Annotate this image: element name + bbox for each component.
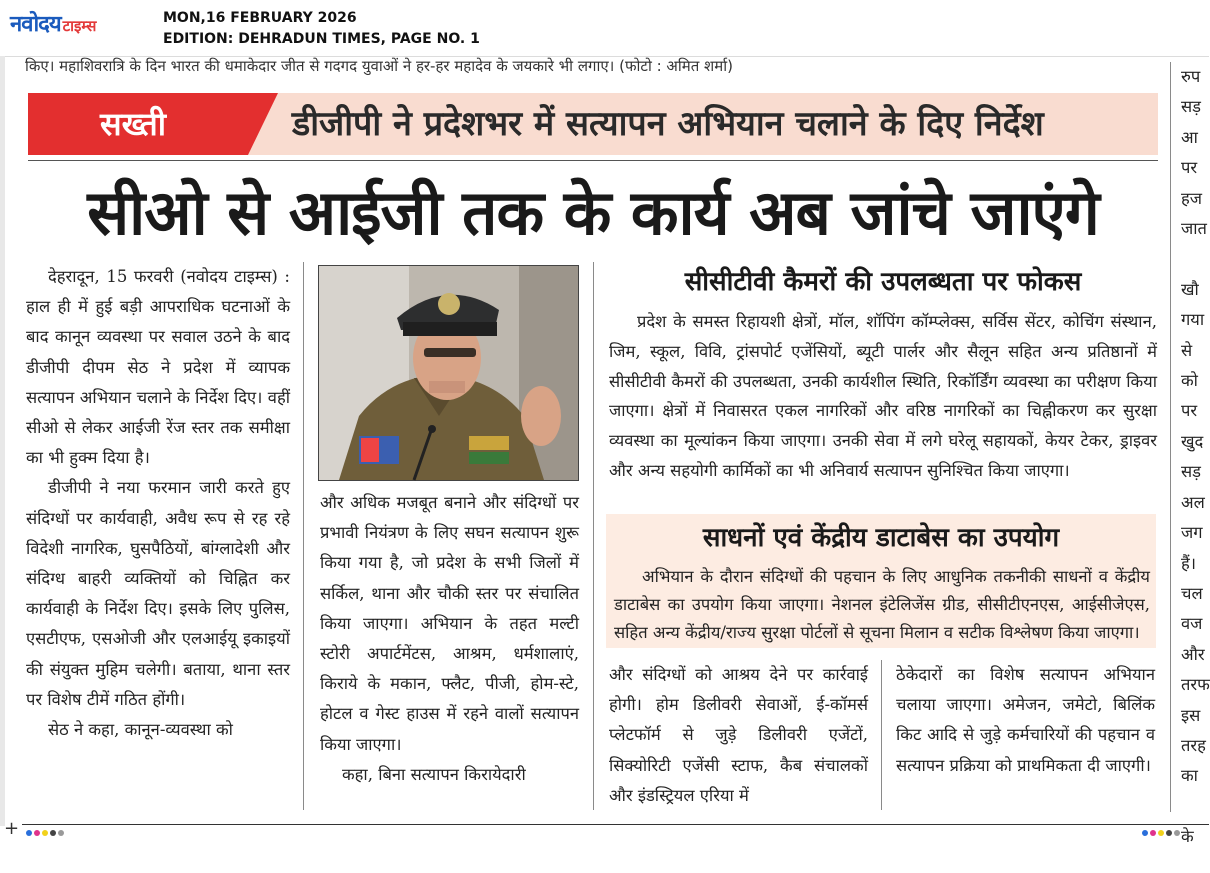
photo-caption-strip: किए। महाशिवरात्रि के दिन भारत की धमाकेदार जीत से गदगद युवाओं ने हर-हर महादेव के जयकारे भी लगाए। (फोटो : अमित शर्मा): [25, 57, 733, 75]
registration-dot: [34, 830, 40, 836]
text-fragment: से: [1181, 340, 1193, 360]
text-fragment: सड़: [1181, 97, 1201, 117]
article-column-4: [896, 660, 1155, 781]
text-fragment: आ: [1181, 127, 1198, 147]
registration-dots-right: [1142, 830, 1180, 836]
text-fragment: जग: [1181, 523, 1203, 543]
adjacent-article-fragment: [1181, 62, 1210, 847]
article-column-3: [609, 660, 868, 811]
text-fragment: खुद: [1181, 431, 1204, 451]
column-rule: [1170, 62, 1171, 812]
text-fragment: तरह: [1181, 735, 1206, 755]
paragraph: डीजीपी ने नया फरमान जारी करते हुए संदिग्धों पर कार्यवाही, अवैध रूप से रह रहे विदेशी नागरिक, घुसपैठियों, बांग्लादेशी और संदिग्ध बाहरी व्यक्तियों को चिह्नित कर कार्यवाही के निर्देश दिए। इसके लिए पुलिस, एसटीएफ, एसओजी और एलआईयू इकाइयों की संयुक्त मुहिम चलेगी। बताया, थाना स्तर पर विशेष टीमें गठित होंगी।: [26, 478, 290, 709]
edition-info: EDITION: DEHRADUN TIMES, PAGE NO. 1: [163, 31, 480, 47]
text-fragment: रुप: [1181, 67, 1201, 86]
text-fragment: [1181, 244, 1209, 274]
text-fragment: जात: [1181, 219, 1207, 239]
divider: [28, 160, 1158, 161]
registration-dot: [1174, 830, 1180, 836]
column-rule: [593, 262, 594, 810]
text-fragment: वज: [1181, 614, 1203, 634]
crop-mark: +: [4, 818, 20, 839]
text-fragment: को: [1181, 371, 1198, 391]
paragraph: और संदिग्धों को आश्रय देने पर कार्रवाई होगी। होम डिलीवरी सेवाओं, ई-कॉमर्स प्लेटफॉर्म से जुड़े डिलीवरी एजेंटों, सिक्योरिटी एजेंसी स्टाफ, कैब संचालकों और इंडस्ट्रियल एरिया में: [609, 665, 868, 805]
registration-dot: [1158, 830, 1164, 836]
text-fragment: तरफ: [1181, 675, 1210, 695]
article-photo: [318, 265, 579, 481]
text-fragment: [1181, 792, 1209, 822]
registration-dots-left: [26, 830, 64, 836]
logo-text: नवोदय: [10, 12, 61, 37]
text-fragment: पर: [1181, 401, 1198, 421]
main-headline: सीओ से आईजी तक के कार्य अब जांचे जाएंगे: [87, 176, 1099, 249]
newspaper-logo: [10, 8, 96, 38]
database-box-body: [614, 563, 1150, 647]
cctv-box-body: [609, 307, 1157, 486]
text-fragment: का: [1181, 766, 1198, 786]
database-box-title: साधनों एवं केंद्रीय डाटाबेस का उपयोग: [702, 523, 1060, 553]
registration-dot: [1142, 830, 1148, 836]
issue-date: MON,16 FEBRUARY 2026: [163, 10, 357, 26]
logo-subtext: टाइम्स: [62, 17, 97, 35]
page-bottom-rule: [22, 824, 1209, 825]
page-header: [0, 0, 1209, 57]
text-fragment: के: [1181, 827, 1194, 847]
text-fragment: और: [1181, 644, 1205, 664]
text-fragment: हैं।: [1181, 553, 1197, 573]
paragraph: और अधिक मजबूत बनाने और संदिग्धों पर प्रभावी नियंत्रण के लिए सघन सत्यापन शुरू किया गया है, जो प्रदेश के सभी जिलों में सर्किल, थाना और चौकी स्तर पर संचालित किया जाएगा। अभियान के तहत मल्टी स्टोरी अपार्टमेंटस, आश्रम, धर्मशालाएं, किराये के मकान, फ्लैट, पीजी, होम-स्टे, होटल व गेस्ट हाउस में रहने वालों सत्यापन किया जाएगा।: [320, 493, 579, 754]
cctv-box-title: सीसीटीवी कैमरों की उपलब्धता पर फोकस: [684, 267, 1082, 297]
paragraph: कहा, बिना सत्यापन किरायेदारी: [342, 764, 526, 784]
paragraph: देहरादून, 15 फरवरी (नवोदय टाइम्स) : हाल ही में हुई बड़ी आपराधिक घटनाओं के बाद कानून व्यवस्था पर सवाल उठने के बाद डीजीपी दीपम सेठ ने प्रदेश में व्यापक सत्यापन अभियान चलाने के निर्देश दिए। वहीं सीओ से लेकर आईजी रेंज स्तर तक समीक्षा का भी हुक्म दिया है।: [26, 267, 290, 468]
registration-dot: [26, 830, 32, 836]
text-fragment: हज: [1181, 188, 1203, 208]
paragraph: अभियान के दौरान संदिग्धों की पहचान के लिए आधुनिक तकनीकी साधनों व केंद्रीय डाटाबेस का उपयोग किया जाएगा। नेशनल इंटेलिजेंस ग्रीड, सीसीटीएनएस, आईसीजेएस, सहित अन्य केंद्रीय/राज्य सुरक्षा पोर्टलों से सूचना मिलान व सटीक विश्लेषण किया जाएगा।: [614, 567, 1150, 642]
registration-dot: [42, 830, 48, 836]
registration-dot: [1150, 830, 1156, 836]
text-fragment: पर: [1181, 158, 1198, 178]
registration-dot: [50, 830, 56, 836]
paragraph: ठेकेदारों का विशेष सत्यापन अभियान चलाया जाएगा। अमेजन, जमेटो, बिलिंक किट आदि से जुड़े कर्मचारियों की पहचान व सत्यापन प्रक्रिया को प्राथमिकता दी जाएगी।: [896, 665, 1155, 775]
column-rule: [303, 262, 304, 810]
article-column-1: [26, 262, 290, 745]
page-margin: [0, 56, 5, 826]
paragraph: प्रदेश के समस्त रिहायशी क्षेत्रों, मॉल, शॉपिंग कॉम्प्लेक्स, सर्विस सेंटर, कोचिंग संस्थान, जिम, स्कूल, विवि, ट्रांसपोर्ट एजेंसियों, ब्यूटी पार्लर और सैलून सहित अन्य प्रतिष्ठानों में सीसीटीवी कैमरों की उपलब्धता, उनकी कार्यशील स्थिति, रिकॉर्डिंग व्यवस्था का परीक्षण किया जाएगा। क्षेत्रों में निवासरत एकल नागरिकों और वरिष्ठ नागरिकों का चिह्नीकरण कर सुरक्षा व्यवस्था का मूल्यांकन किया जाएगा। उनकी सेवा में लगे घरेलू सहायकों, केयर टेकर, ड्राइवर और अन्य सहयोगी कार्मिकों का भी अनिवार्य सत्यापन सुनिश्चित किया जाएगा।: [609, 312, 1157, 480]
text-fragment: गया: [1181, 310, 1205, 330]
text-fragment: सड़: [1181, 462, 1201, 482]
text-fragment: इस: [1181, 705, 1201, 725]
registration-dot: [58, 830, 64, 836]
text-fragment: चल: [1181, 583, 1203, 603]
subheadline: डीजीपी ने प्रदेशभर में सत्यापन अभियान चलाने के दिए निर्देश: [292, 104, 1044, 144]
text-fragment: अल: [1181, 492, 1205, 512]
registration-dot: [1166, 830, 1172, 836]
dgp-photo-illustration: [319, 266, 578, 480]
text-fragment: खौ: [1181, 279, 1199, 299]
column-rule: [881, 660, 882, 810]
paragraph: सेठ ने कहा, कानून-व्यवस्था को: [48, 720, 233, 740]
article-column-2: [320, 488, 579, 790]
tag-label: सख्ती: [99, 105, 167, 143]
